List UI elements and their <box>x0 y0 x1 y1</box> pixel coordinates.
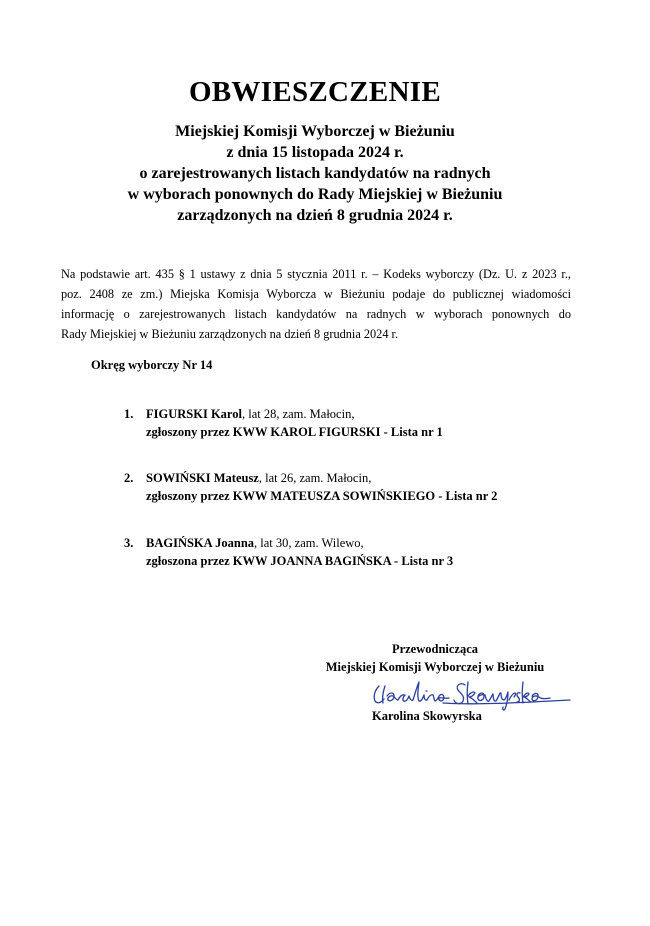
district-heading: Okręg wyborczy Nr 14 <box>91 358 213 372</box>
candidate-submitted: zgłoszony przez KWW MATEUSZA SOWIŃSKIEGO - Lista nr 2 <box>146 489 498 503</box>
candidate-name: BAGIŃSKA Joanna <box>146 536 255 550</box>
subtitle-line: w wyborach ponownych do Rady Miejskiej w Bieżuniu <box>127 186 503 203</box>
candidate-entry <box>124 405 604 441</box>
signature-stroke <box>398 695 413 701</box>
document-subtitle <box>0 121 630 226</box>
candidate-line <box>146 469 604 487</box>
document-title: OBWIESZCZENIE <box>188 76 442 108</box>
signature-stroke <box>478 693 485 700</box>
signature-committee: Miejskiej Komisji Wyborczej w Bieżuniu <box>325 660 545 674</box>
signature-stroke <box>413 682 424 701</box>
candidate-details: , lat 30, zam. Wilewo, <box>254 536 364 550</box>
candidate-entry <box>124 534 604 570</box>
signature-stroke <box>424 691 427 700</box>
intro-paragraph <box>61 264 571 344</box>
candidate-line <box>146 534 604 552</box>
candidate-submitted: zgłoszona przez KWW JOANNA BAGIŃSKA - Lista nr 3 <box>146 554 454 568</box>
subtitle-line: zarządzonych na dzień 8 grudnia 2024 r. <box>177 207 453 224</box>
candidate-number: 2. <box>124 471 134 485</box>
candidate-entry <box>124 469 604 505</box>
signature-role: Przewodnicząca <box>391 642 479 656</box>
candidate-name: FIGURSKI Karol <box>146 407 242 421</box>
intro-line: Rady Miejskiej w Bieżuniu zarządzonych na dzień 8 grudnia 2024 r. <box>61 327 399 341</box>
signature-stroke <box>427 694 449 701</box>
subtitle-line: o zarejestrowanych listach kandydatów na radnych <box>139 165 491 182</box>
candidate-submitted: zgłoszony przez KWW KAROL FIGURSKI - Lista nr 1 <box>146 425 443 439</box>
subtitle-line: z dnia 15 listopada 2024 r. <box>226 144 404 161</box>
signature-stroke <box>501 692 508 710</box>
signer-name: Karolina Skowyrska <box>372 709 482 723</box>
intro-line: informację o zarejestrowanych listach kandydatów na radnych w wyborach ponownych do <box>61 307 571 321</box>
candidate-number: 1. <box>124 407 134 421</box>
candidate-details: , lat 28, zam. Małocin, <box>241 407 355 421</box>
signature-stroke <box>517 693 520 702</box>
signature-stroke <box>485 693 500 701</box>
signature-stroke <box>387 693 398 701</box>
signature-stroke <box>454 684 465 704</box>
signature-stroke <box>383 686 385 703</box>
signature-block <box>300 640 570 676</box>
candidate-line <box>146 405 604 423</box>
signature-stroke <box>509 693 515 700</box>
candidate-number: 3. <box>124 536 134 550</box>
intro-line: poz. 2408 ze zm.) Miejska Komisja Wyborcza w Bieżuniu podaje do publicznej wiadomości <box>61 287 571 301</box>
candidate-name: SOWIŃSKI Mateusz <box>146 471 259 485</box>
signature-stroke <box>532 693 550 700</box>
signature-stroke <box>522 682 531 703</box>
candidate-details: , lat 26, zam. Małocin, <box>258 471 372 485</box>
signature-stroke <box>467 682 477 704</box>
intro-line: Na podstawie art. 435 § 1 ustawy z dnia 5 stycznia 2011 r. – Kodeks wyborczy (Dz. U. z 2023 r., <box>61 267 571 281</box>
subtitle-line: Miejskiej Komisji Wyborczej w Bieżuniu <box>175 123 455 140</box>
